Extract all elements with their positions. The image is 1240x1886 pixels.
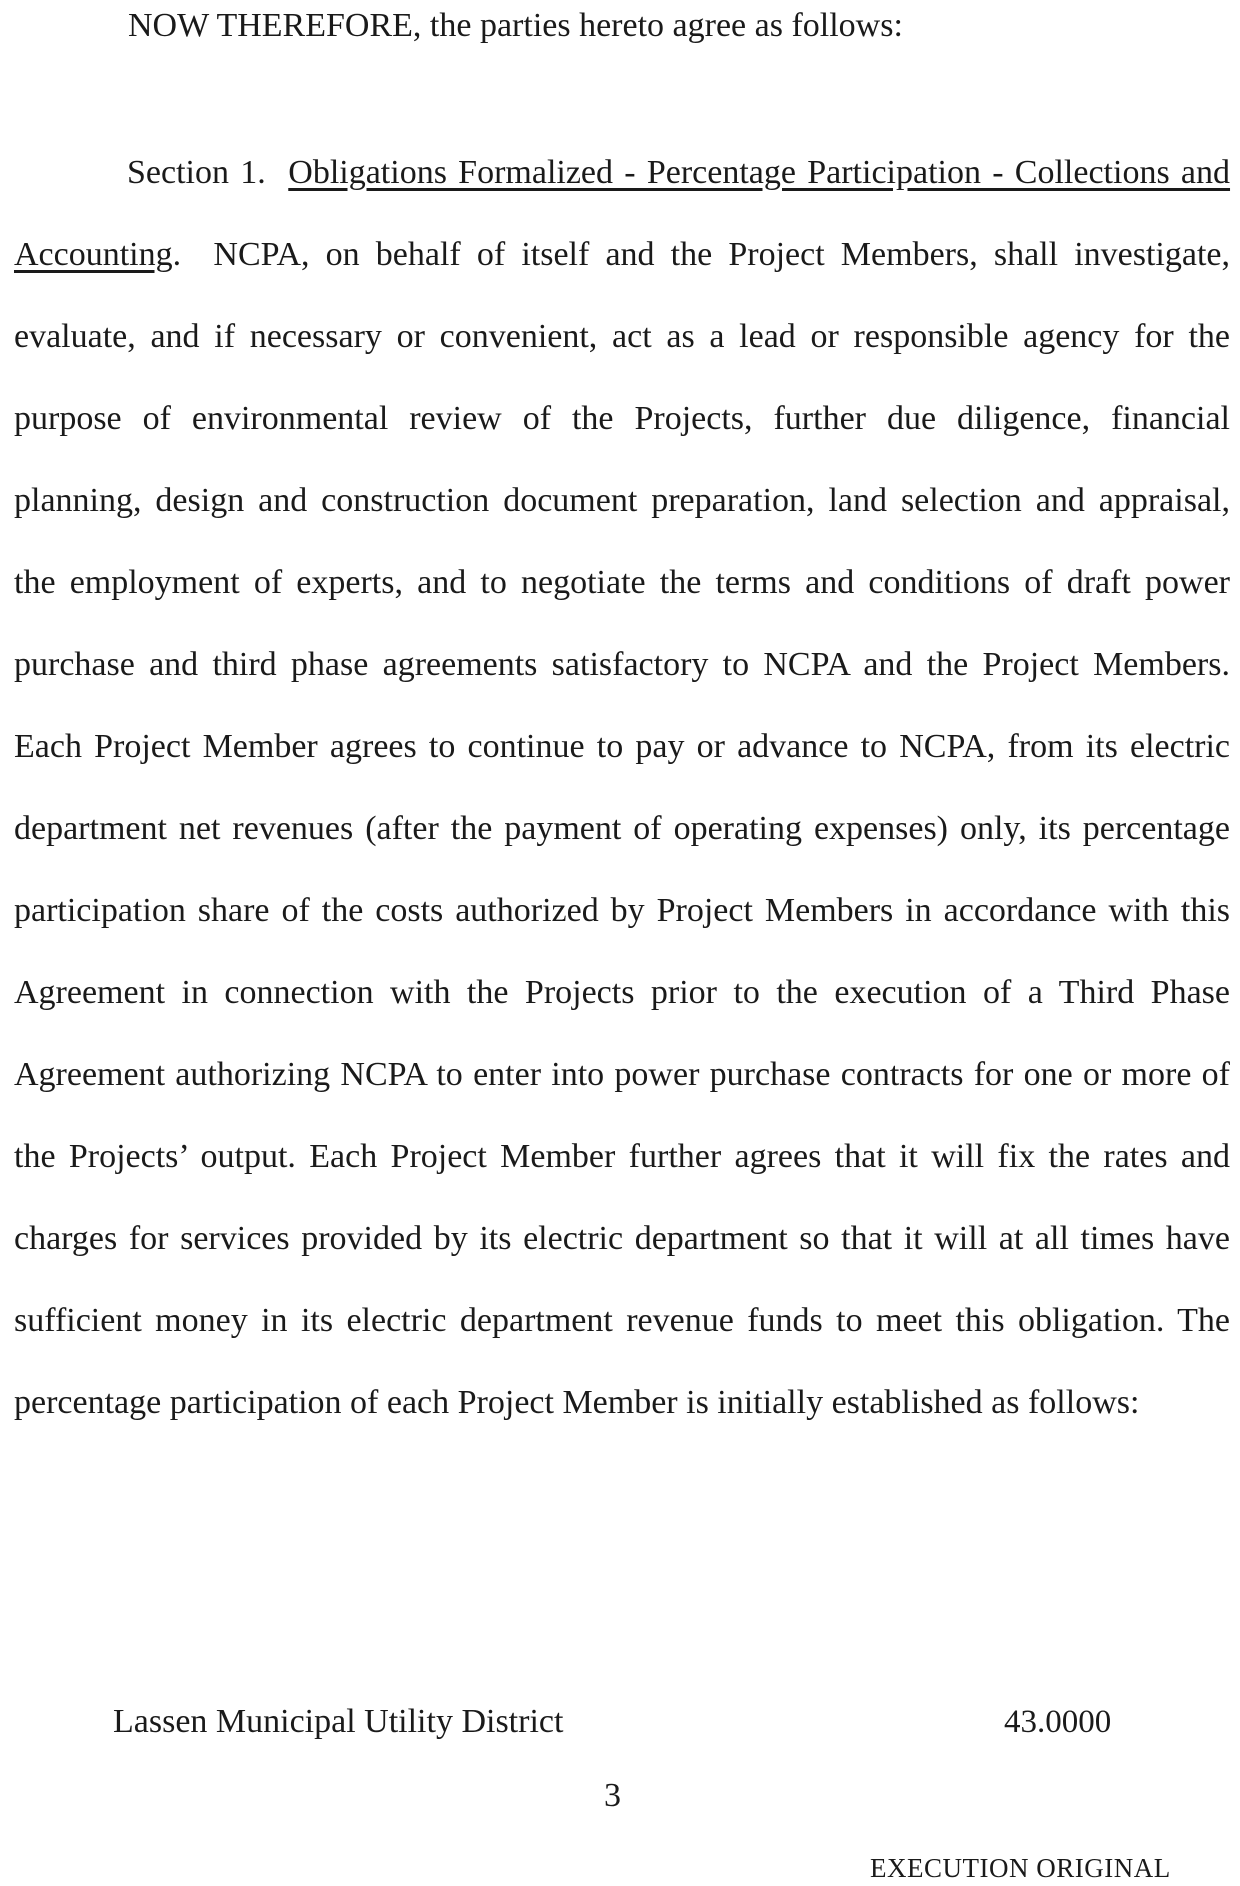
member-percentage: 43.0000 bbox=[1004, 1704, 1112, 1740]
section-1-paragraph bbox=[14, 132, 1230, 1444]
footer-label: EXECUTION ORIGINAL bbox=[870, 1853, 1171, 1883]
section-title-end: . bbox=[172, 236, 182, 273]
member-name: Lassen Municipal Utility District bbox=[113, 1703, 564, 1740]
section-number: Section 1. bbox=[127, 154, 266, 191]
intro-paragraph: NOW THEREFORE, the parties hereto agree as follows: bbox=[128, 7, 903, 44]
section-title: Obligations Formalized - Percentage Participation - Collections and Accounting bbox=[14, 154, 1231, 273]
section-body: NCPA, on behalf of itself and the Project Members, shall investigate, evaluate, and if necessary or convenient, act as a lead or responsible agency for the purpose of environmental review of the Projects, further due diligence, financial planning, design and construction document preparation, land selection and appraisal, the employment of experts, and to negotiate the terms and conditions of draft power purchase and third phase agreements satisfactory to NCPA and the Project Members. Each Project Member agrees to continue to pay or advance to NCPA, from its electric department net revenues (after the payment of operating expenses) only, its percentage participation share of the costs authorized by Project Members in accordance with this Agreement in connection with the Projects prior to the execution of a Third Phase Agreement authorizing NCPA to enter into power purchase contracts for one or more of the Projects’ output. Each Project Member further agrees that it will fix the rates and charges for services provided by its electric department so that it will at all times have sufficient money in its electric department revenue funds to meet this obligation. The percentage participation of each Project Member is initially established as follows: bbox=[14, 236, 1230, 1421]
page-number: 3 bbox=[604, 1777, 621, 1814]
